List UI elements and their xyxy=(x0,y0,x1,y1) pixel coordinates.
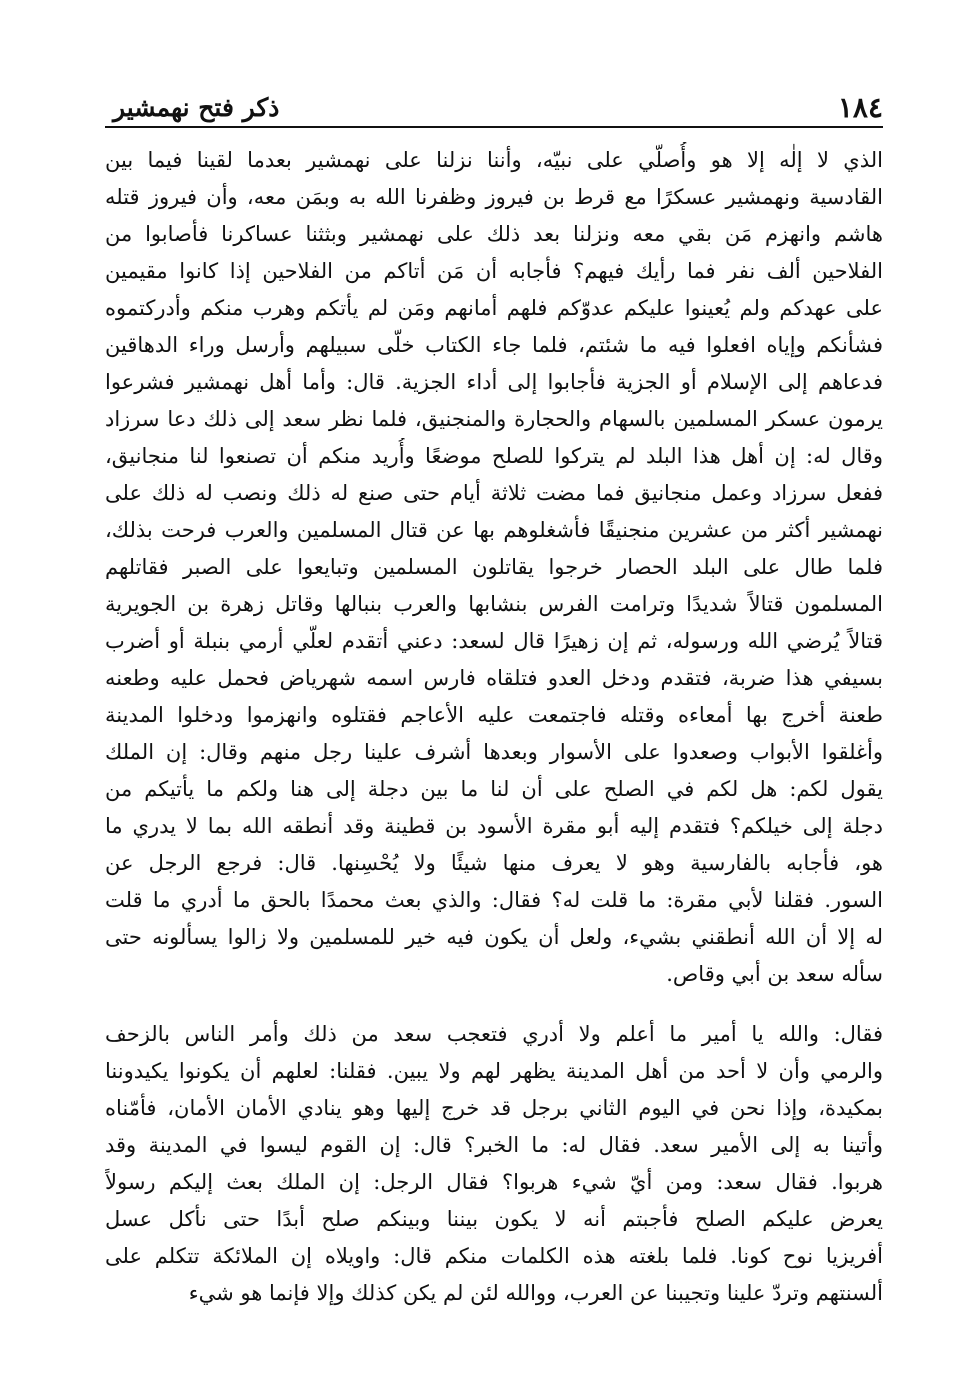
paragraph xyxy=(105,1016,883,1312)
text-line: وقال له: إن أهل هذا البلد لم يتركوا للصلح موضعًا وأُريد منكم أن تصنعوا لنا منجانيق، xyxy=(105,444,883,468)
text-line: الذي لا إلٰه إلا هو وأُصلّي على نبيّه، وأننا نزلنا على نهمشير بعدما لقينا فيما بين xyxy=(105,148,883,172)
running-head xyxy=(105,88,883,128)
text-line: سأله سعد بن أبي وقاص. xyxy=(666,962,883,986)
page-number: ١٨٤ xyxy=(837,91,883,124)
text-line: فلما طال على البلد الحصار خرجوا يقاتلون المسلمين وتبايعوا على الصبر فقاتلهم xyxy=(105,555,883,579)
text-line: المسلمون قتالاً شديدًا وترامت الفرس بنشابها والعرب بنبالها وقاتل زهرة بن الجويرية xyxy=(105,592,883,616)
text-line: بمكيدة، وإذا نحن في اليوم الثاني برجل قد خرج إليها وهو ينادي الأمان الأمان، فأمّناه xyxy=(105,1096,883,1120)
text-line: بسيفي هذا ضربة، فتقدم ودخل العدو فتلقاه فارس اسمه شهرياض فحمل عليه وطعنه xyxy=(105,666,883,690)
text-line: أفريزيا نوح كونا. فلما بلغته هذه الكلمات منكم قال: واويلاه إن الملائكة تتكلم على xyxy=(105,1244,883,1268)
text-line: يرمون عسكر المسلمين بالسهام والحجارة والمنجنيق، فلما نظر سعد إلى ذلك دعا سرزاد xyxy=(105,407,883,431)
text-line: نهمشير أكثر من عشرين منجنيقًا فأشغلوهم بها عن قتال المسلمين والعرب فرحت بذلك، xyxy=(105,518,883,542)
text-line: هو، فأجابه بالفارسية وهو لا يعرف منها شيئًا ولا يُحْسِنها. قال: فرجع الرجل عن xyxy=(105,851,883,875)
text-line: على عهدكم ولم يُعينوا عليكم عدوّكم فلهم أمانهم ومَن لم يأتكم وهرب منكم وأدركتموه xyxy=(105,296,883,320)
text-line: طعنة أخرج بها أمعاءه وقتله فاجتمعت عليه الأعاجم فقتلوه وانهزموا ودخلوا المدينة xyxy=(105,703,883,727)
text-line: فشأنكم وإياه افعلوا فيه ما شئتم، فلما جاء الكتاب خلّى سبيلهم وأرسل وراء الدهاقين xyxy=(105,333,883,357)
text-line: القادسية ونهمشير عسكرًا مع قرط بن فيروز وظفرنا الله به وبمَن معه، وأن فيروز قتله xyxy=(105,185,883,209)
text-line: السور. فقلنا لأبي مقرة: ما قلت له؟ فقال: والذي بعث محمدًا بالحق ما أدري ما قلت xyxy=(105,888,883,912)
text-line: فقال: والله يا أمير ما أعلم ولا أدري فتعجب سعد من ذلك وأمر الناس بالزحف xyxy=(105,1022,883,1046)
text-line: الفلاحين ألف نفر فما رأيك فيهم؟ فأجابه أن مَن أتاكم من الفلاحين إذا كانوا مقيمين xyxy=(105,259,883,283)
text-line: فدعاهم إلى الإسلام أو الجزية فأجابوا إلى أداء الجزية. قال: وأما أهل نهمشير فشرعوا xyxy=(105,370,883,394)
book-page xyxy=(105,80,883,1390)
text-line: قتالاً يُرضي الله ورسوله، ثم إن زهيرًا قال لسعد: دعني أتقدم لعلّي أرمي بنبلة أو أضرب xyxy=(105,629,883,653)
text-line: ففعل سرزاد وعمل منجانيق فما مضت ثلاثة أيام حتى صنع له ذلك ونصب له ذلك على xyxy=(105,481,883,505)
paragraph xyxy=(105,142,883,993)
text-line: والرمي وأن لا أحد من أهل المدينة يظهر لهم ولا يبين. فقلنا: لعلهم أن يكونوا يكيدوننا xyxy=(105,1059,883,1083)
text-line: دجلة إلى خيلكم؟ فتقدم إليه أبو مقرة الأسود بن قطينة وقد أنطقه الله بما لا يدري ما xyxy=(105,814,883,838)
text-line: وأتينا به إلى الأمير سعد. فقال له: ما الخبر؟ قال: إن القوم ليسوا في المدينة وقد xyxy=(105,1133,883,1157)
text-line: له إلا أن الله أنطقني بشيء، ولعل أن يكون فيه خير للمسلمين ولا زالوا يسألونه حتى xyxy=(105,925,883,949)
paragraph-gap xyxy=(105,993,883,1016)
text-line: يقول لكم: هل لكم في الصلح على أن لنا ما بين دجلة إلى هنا ولكم ما يأتيكم من xyxy=(105,777,883,801)
text-line: هاشم وانهزم مَن بقي معه ونزلنا بعد ذلك على نهمشير وبثثنا عساكرنا فأصابوا من xyxy=(105,222,883,246)
text-line: وأغلقوا الأبواب وصعدوا على الأسوار وبعدها أشرف علينا رجل منهم وقال: إن الملك xyxy=(105,740,883,764)
text-line: ألسنتهم وتردّ علينا وتجيبنا عن العرب، ووالله لئن لم يكن كذلك وإلا فإنما هو شيء xyxy=(188,1281,883,1305)
running-title: ذكر فتح نهمشير xyxy=(113,93,280,122)
body-text xyxy=(105,142,883,1312)
text-line: هربوا. فقال سعد: ومن أيّ شيء هربوا؟ فقال الرجل: إن الملك بعث إليكم رسولاً xyxy=(105,1170,883,1194)
text-line: يعرض عليكم الصلح فأجبتم أنه لا يكون بيننا وبينكم صلح أبدًا حتى نأكل عسل xyxy=(105,1207,883,1231)
header-rule xyxy=(105,126,883,128)
